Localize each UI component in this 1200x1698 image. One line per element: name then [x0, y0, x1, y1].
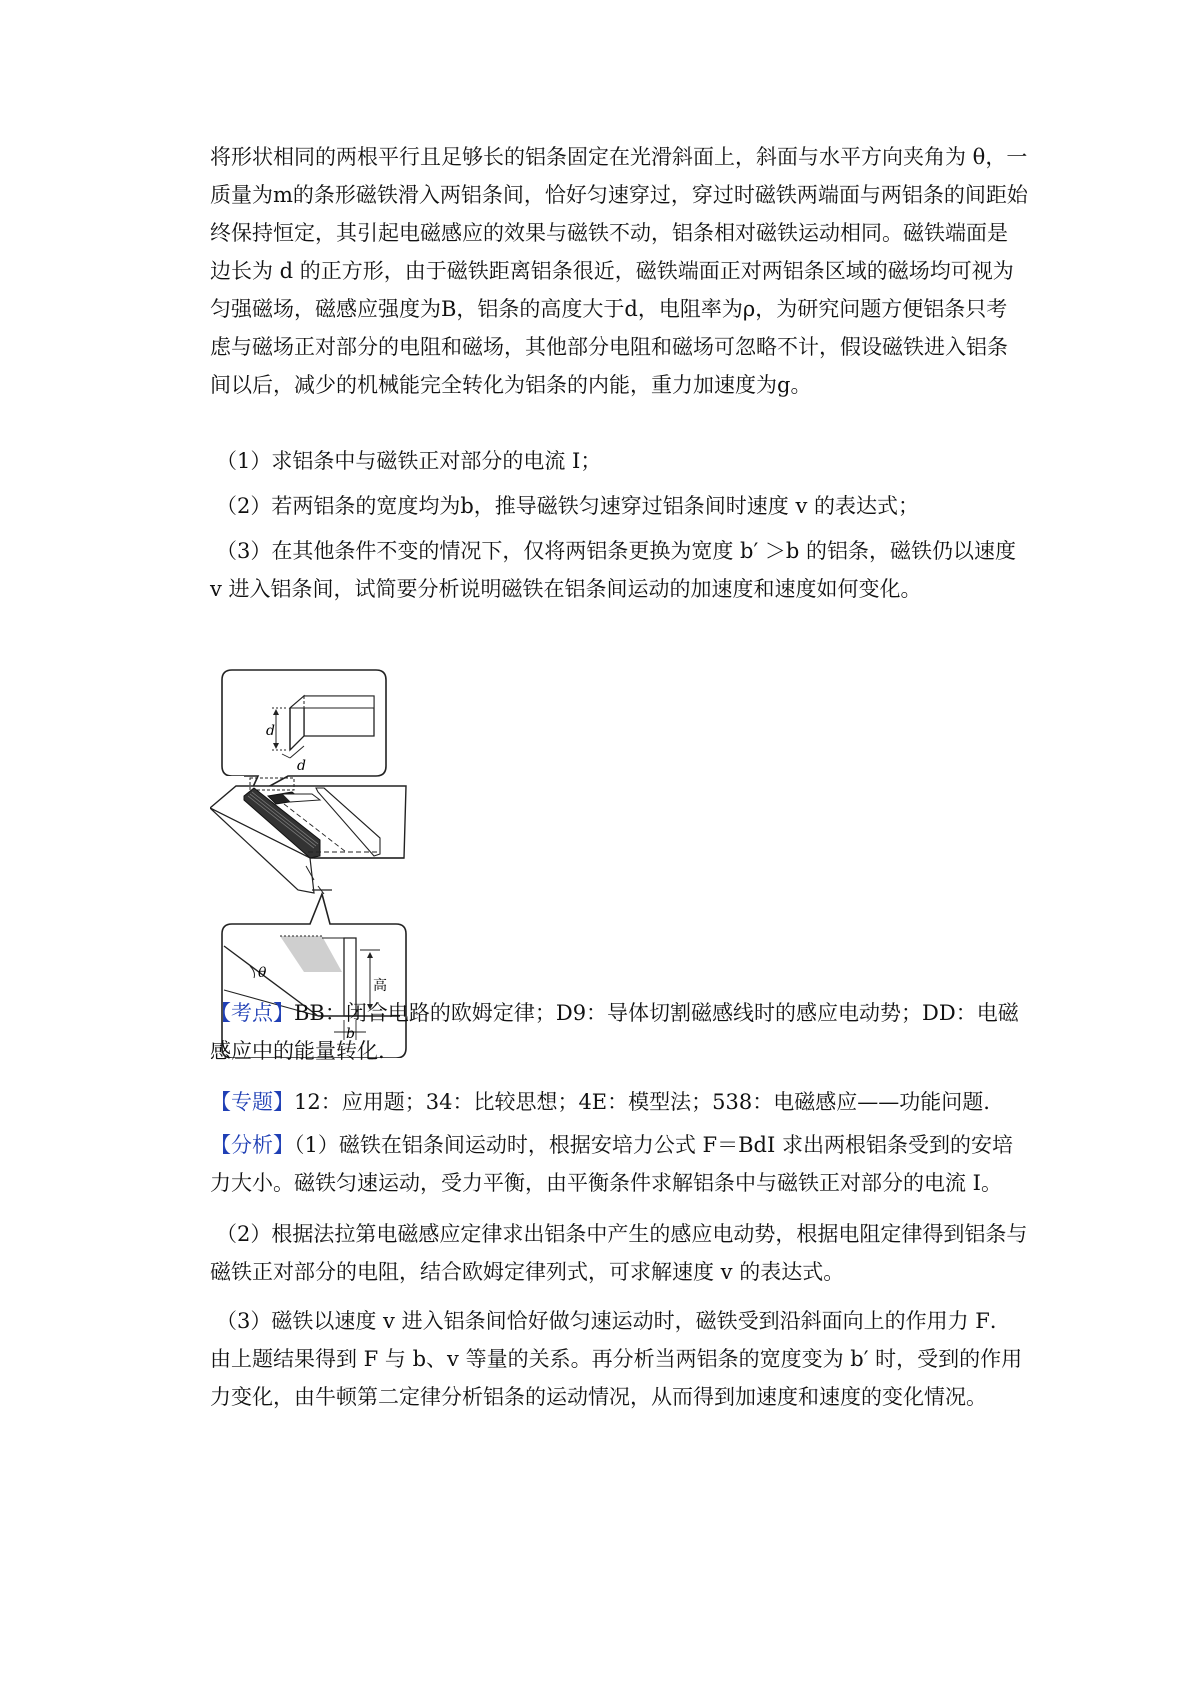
label-d-top: d: [266, 723, 275, 739]
kaodian-text: BB：闭合电路的欧姆定律；D9：导体切割磁感线时的感应电动势；DD：电磁感应中的能量转化.: [210, 1001, 1019, 1063]
magnet-closeup-callout: [222, 670, 386, 798]
problem-stem: 将形状相同的两根平行且足够长的铝条固定在光滑斜面上，斜面与水平方向夹角为 θ，一质量为m的条形磁铁滑入两铝条间，恰好匀速穿过，穿过时磁铁两端面与两铝条的间距始终保持恒定，其引起电磁感应的效果与磁铁不动，铝条相对磁铁运动相同。磁铁端面是边长为 d 的正方形，由于磁铁距离铝条很近，磁铁端面正对两铝条区域的磁场均可视为匀强磁场，磁感应强度为B，铝条的高度大于d，电阻率为ρ，为研究问题方便铝条只考虑与磁场正对部分的电阻和磁场，其他部分电阻和磁场可忽略不计，假设磁铁进入铝条间以后，减少的机械能完全转化为铝条的内能，重力加速度为g。: [210, 145, 1028, 397]
label-b: b: [346, 1026, 355, 1042]
zhuanti-tag: 【专题】: [210, 1090, 294, 1114]
incline-with-rails: [210, 778, 406, 894]
label-height: 高: [373, 978, 387, 994]
question-3: （3）在其他条件不变的情况下，仅将两铝条更换为宽度 b′ ＞b 的铝条，磁铁仍以速度 v 进入铝条间，试简要分析说明磁铁在铝条间运动的加速度和速度如何变化。: [210, 539, 1017, 601]
fenxi-p2: （2）根据法拉第电磁感应定律求出铝条中产生的感应电动势，根据电阻定律得到铝条与磁铁正对部分的电阻，结合欧姆定律列式，可求解速度 v 的表达式。: [210, 1222, 1028, 1284]
fenxi-tag: 【分析】: [210, 1133, 294, 1157]
kaodian-section: [210, 994, 1028, 1070]
zhuanti-section: [210, 1083, 1028, 1121]
fenxi-p1: （1）磁铁在铝条间运动时，根据安培力公式 F＝BdI 求出两根铝条受到的安培力大小。磁铁匀速运动，受力平衡，由平衡条件求解铝条中与磁铁正对部分的电流 I。: [210, 1133, 1013, 1195]
fenxi-p3: （3）磁铁以速度 v 进入铝条间恰好做匀速运动时，磁铁受到沿斜面向上的作用力 F．由上题结果得到 F 与 b、v 等量的关系。再分析当两铝条的宽度变为 b′ 时，受到的作用力变化，由牛顿第二定律分析铝条的运动情况，从而得到加速度和速度的变化情况。: [210, 1309, 1023, 1409]
zhuanti-text: 12：应用题；34：比较思想；4E：模型法；538：电磁感应——功能问题.: [294, 1090, 990, 1114]
fenxi-section: [210, 1126, 1028, 1202]
question-1: （1）求铝条中与磁铁正对部分的电流 I；: [216, 449, 602, 473]
label-d-side: d: [297, 758, 306, 774]
label-theta: θ: [258, 965, 267, 981]
kaodian-tag: 【考点】: [210, 1001, 294, 1025]
question-2: （2）若两铝条的宽度均为b，推导磁铁匀速穿过铝条间时速度 v 的表达式；: [216, 494, 920, 518]
